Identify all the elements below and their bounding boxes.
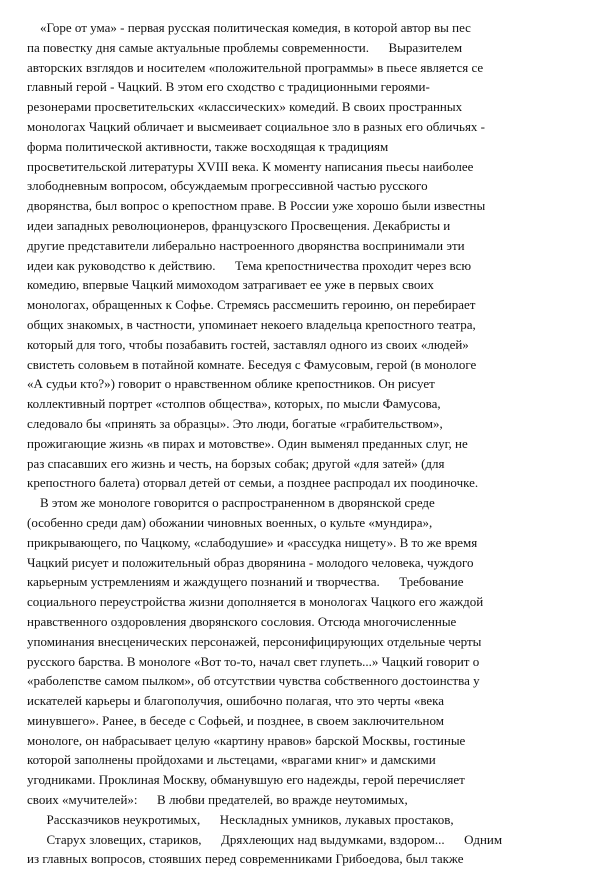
text-line: монологах Чацкий обличает и высмеивает социальное зло в разных его обличьях - — [27, 118, 486, 134]
text-line: крепостного балета) оторвал детей от семьи, а позднее распродал их поодиночке. — [27, 475, 479, 491]
text-line: свистеть соловьем в потайной комнате. Беседуя с Фамусовым, герой (в монологе — [27, 356, 477, 372]
text-line: Старух зловещих, стариков, Дряхлеющих над выдумками, вздором... Одним — [27, 831, 503, 847]
text-line: резонерами просветительских «классических» комедий. В своих пространных — [27, 99, 463, 115]
text-line: главный герой - Чацкий. В этом его сходство с традиционными героями- — [27, 79, 430, 95]
text-line: авторских взглядов и носителем «положительной программы» в пьесе является се — [27, 59, 484, 75]
text-line: идеи западных революционеров, французского Просвещения. Декабристы и — [27, 217, 451, 233]
text-line: которой заполнены пройдохами и льстецами, «врагами книг» и дамскими — [27, 752, 436, 768]
text-line: прикрывающего, по Чацкому, «слабодушие» и «рассудка нищету». В то же время — [27, 534, 478, 550]
text-line: русского барства. В монологе «Вот то-то, начал свет глупеть...» Чацкий говорит о — [27, 653, 480, 669]
text-line: раз спасавших его жизнь и честь, на борзых собак; другой «для затей» (для — [27, 455, 445, 471]
text-line: монологах, обращенных к Софье. Стремясь рассмешить героиню, он перебирает — [27, 297, 476, 313]
text-line: социального переустройства жизни дополняется в монологах Чацкого его жаждой — [27, 594, 484, 610]
text-line: следовало бы «принять за образцы». Это люди, богатые «грабительством», — [27, 415, 443, 431]
text-line: злободневным вопросом, обсуждаемым прогрессивной частью русского — [27, 178, 428, 194]
text-line: прожигающие жизнь «в пирах и мотовстве». Один выменял преданных слуг, не — [27, 435, 468, 451]
text-line: «А судьи кто?») говорит о нравственном облике крепостников. Он рисует — [27, 376, 435, 392]
text-line: из главных вопросов, стоявших перед современниками Грибоедова, был также — [27, 851, 464, 867]
text-line: комедию, впервые Чацкий мимоходом затрагивает ее уже в первых своих — [27, 277, 434, 293]
text-line: просветительской литературы XVIII века. К моменту написания пьесы наиболее — [27, 158, 474, 174]
text-line: Рассказчиков неукротимых, Нескладных умников, лукавых простаков, — [27, 811, 454, 827]
text-line: форма политической активности, также восходящая к традициям — [27, 138, 389, 154]
text-line: дворянства, был вопрос о крепостном праве. В России уже хорошо были известны — [27, 198, 486, 214]
text-line: коллективный портрет «столпов общества», которых, по мысли Фамусова, — [27, 396, 441, 412]
text-line: (особенно среди дам) обожании чиновных военных, о культе «мундира», — [27, 514, 433, 530]
text-line: своих «мучителей»: В любви предателей, во вражде неутомимых, — [27, 792, 408, 808]
text-line: общих знакомых, в частности, упоминает некоего владельца крепостного театра, — [27, 316, 476, 332]
text-line: упоминания внесценических персонажей, персонифицирующих отдельные черты — [27, 633, 482, 649]
text-line: искателей карьеры и благополучия, ошибочно полагая, что это черты «века — [27, 693, 445, 709]
text-line: монологе, он набрасывает целую «картину нравов» барской Москвы, гостиные — [27, 732, 466, 748]
text-line: Чацкий рисует и положительный образ дворянина - молодого человека, чуждого — [27, 554, 474, 570]
text-line: «Горе от ума» - первая русская политическая комедия, в которой автор вы пес — [27, 20, 471, 35]
text-line: угодниками. Проклиная Москву, обманувшую его надежды, герой перечисляет — [27, 772, 465, 788]
text-line: па повестку дня самые актуальные проблемы современности. Выразителем — [27, 39, 463, 55]
text-line: другие представители либерально настроенного дворянства воспринимали эти — [27, 237, 465, 253]
text-line: идеи как руководство к действию. Тема крепостничества проходит через всю — [27, 257, 472, 273]
text-line: В этом же монологе говорится о распространенном в дворянской среде — [27, 495, 435, 511]
text-line: нравственного оздоровления дворянского сословия. Отсюда многочисленные — [27, 613, 457, 629]
text-line: «раболепстве самом пылком», об отсутствии чувства собственного достоинства у — [27, 673, 480, 689]
text-line: карьерным устремлениям и жаждущего познаний и творчества. Требование — [27, 574, 464, 590]
body-text — [27, 18, 568, 869]
text-line: минувшего». Ранее, в беседе с Софьей, и позднее, в своем заключительном — [27, 712, 444, 728]
text-line: который для того, чтобы позабавить гостей, заставлял одного из своих «людей» — [27, 336, 469, 352]
